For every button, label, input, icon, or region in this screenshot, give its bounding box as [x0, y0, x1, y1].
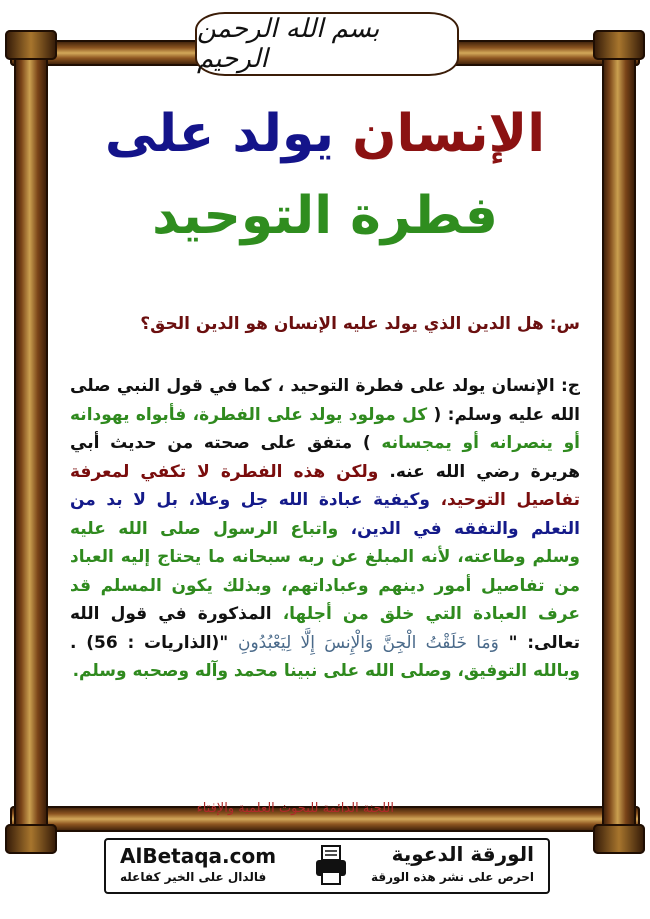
frame-corner-cap: [593, 824, 645, 854]
answer-note-blue: وكيفية عبادة الله جل وعلا، بل لا بد من التعلم والتفقه في الدين،: [70, 490, 580, 539]
page-title-line2: فطرة التوحيد: [152, 186, 498, 246]
answer-note-red: ولكن هذه الفطرة لا تكفي لمعرفة تفاصيل التوحيد،: [70, 461, 580, 510]
frame-corner-cap: [5, 824, 57, 854]
question-text: س: هل الدين الذي يولد عليه الإنسان هو الدين الحق؟: [140, 314, 580, 334]
answer-note-green: واتباع الرسول صلى الله عليه وسلم وطاعته، لأنه المبلغ عن ربه سبحانه ما يحتاج إليه العباد من تفاصيل أمور دينهم وعباداتهم، وبذلك يكون المسلم قد عرف العبادة التي خلق من أجلها،: [70, 518, 580, 624]
footer-banner: [104, 838, 550, 894]
answer-intro: ج: الإنسان يولد على فطرة التوحيد ، كما في قول النبي صلى الله عليه وسلم: (: [70, 376, 580, 425]
frame-right-post: [602, 42, 636, 842]
frame-left-post: [14, 42, 48, 842]
title-word-red: الإنسان: [352, 104, 546, 164]
title-word-blue: يولد على: [104, 104, 335, 164]
basmala-text: بسم الله الرحمن الرحيم: [197, 14, 380, 74]
answer-quran-intro: المذكورة في قول الله تعالى: ": [70, 604, 580, 653]
basmala-calligraphy: [195, 12, 459, 76]
printer-icon[interactable]: [314, 844, 348, 886]
frame-corner-cap: [593, 30, 645, 60]
page-title-line1: [0, 104, 650, 164]
footer-title: الورقة الدعوية: [391, 842, 534, 866]
quran-verse: وَمَا خَلَقْتُ الْجِنَّ وَالْإِنسَ إِلَّا لِيَعْبُدُونِ: [237, 632, 499, 653]
answer-body: [70, 372, 580, 686]
footer-tagline: فالدال على الخير كفاعله: [120, 870, 267, 884]
hadith-source: ) متفق على صحته من حديث أبي هريرة رضي الله عنه.: [70, 433, 581, 482]
quran-reference: "(الذاريات : 56) .: [70, 632, 238, 653]
footer-subtitle: احرص على نشر هذه الورقة: [370, 870, 534, 884]
hadith-quote: كل مولود يولد على الفطرة، فأبواه يهودانه أو ينصرانه أو يمجسانه: [70, 404, 580, 453]
signature: اللجنة الدائمة للبحوث العلمية والإفتاء: [196, 801, 394, 816]
frame-corner-cap: [5, 30, 57, 60]
closing-text: وبالله التوفيق، وصلى الله على نبينا محمد وآله وصحبه وسلم.: [72, 661, 580, 681]
site-link[interactable]: AlBetaqa.com: [120, 844, 277, 868]
